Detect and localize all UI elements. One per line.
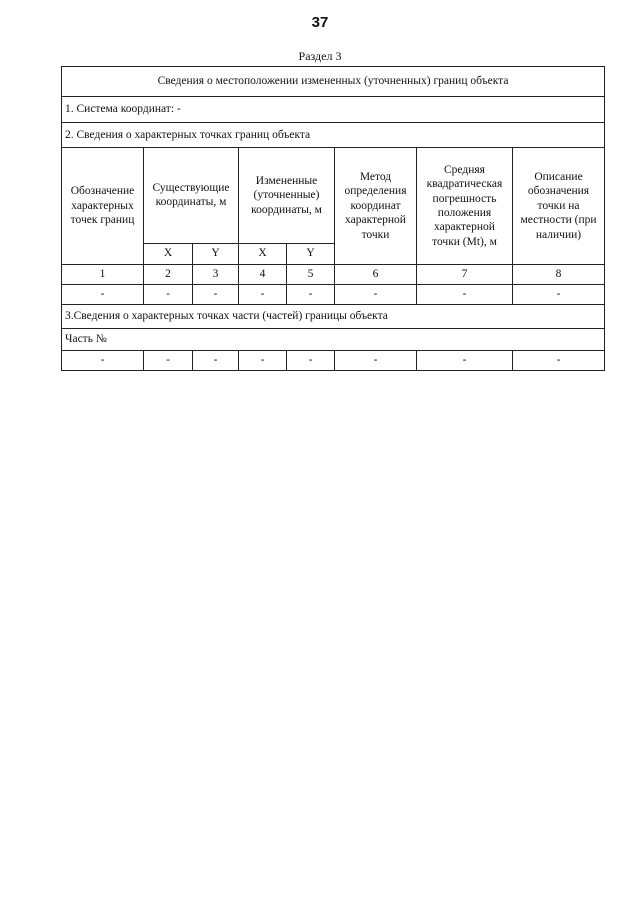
boundary-points-table [61, 66, 605, 371]
header-method: Метод определения координат характерной точки [335, 148, 417, 264]
empty-cell: - [144, 350, 193, 370]
column-number: 8 [513, 264, 605, 284]
points-section-title: 2. Сведения о характерных точках границ объекта [62, 123, 605, 148]
header-existing-x: X [144, 243, 193, 264]
part-points-section-title: 3.Сведения о характерных точках части (частей) границы объекта [62, 304, 605, 328]
empty-cell: - [239, 284, 287, 304]
column-number: 2 [144, 264, 193, 284]
header-existing-y: Y [193, 243, 239, 264]
header-designation: Обозначение характерных точек границ [62, 148, 144, 264]
column-number: 7 [417, 264, 513, 284]
coordinate-system-row: 1. Система координат: - [62, 97, 605, 123]
column-number: 3 [193, 264, 239, 284]
empty-cell: - [62, 350, 144, 370]
empty-cell: - [335, 350, 417, 370]
header-changed-y: Y [287, 243, 335, 264]
empty-cell: - [287, 284, 335, 304]
column-number: 1 [62, 264, 144, 284]
empty-cell: - [513, 284, 605, 304]
empty-cell: - [417, 350, 513, 370]
empty-cell: - [335, 284, 417, 304]
empty-cell: - [239, 350, 287, 370]
column-number: 5 [287, 264, 335, 284]
empty-cell: - [193, 284, 239, 304]
empty-cell: - [193, 350, 239, 370]
header-changed-x: X [239, 243, 287, 264]
empty-cell: - [62, 284, 144, 304]
page-number: 37 [311, 14, 329, 31]
empty-cell: - [513, 350, 605, 370]
empty-cell: - [417, 284, 513, 304]
column-number: 6 [335, 264, 417, 284]
column-number: 4 [239, 264, 287, 284]
empty-cell: - [144, 284, 193, 304]
part-number-row: Часть № [62, 328, 605, 350]
header-description: Описание обозначения точки на местности (при наличии) [513, 148, 605, 264]
header-accuracy: Средняя квадратическая погрешность положения характерной точки (Mt), м [417, 148, 513, 264]
header-changed-coords: Измененные (уточненные) координаты, м [239, 148, 335, 243]
header-existing-coords: Существующие координаты, м [144, 148, 239, 243]
section-label: Раздел 3 [298, 49, 342, 63]
table-title: Сведения о местоположении измененных (уточненных) границ объекта [62, 67, 605, 97]
empty-cell: - [287, 350, 335, 370]
